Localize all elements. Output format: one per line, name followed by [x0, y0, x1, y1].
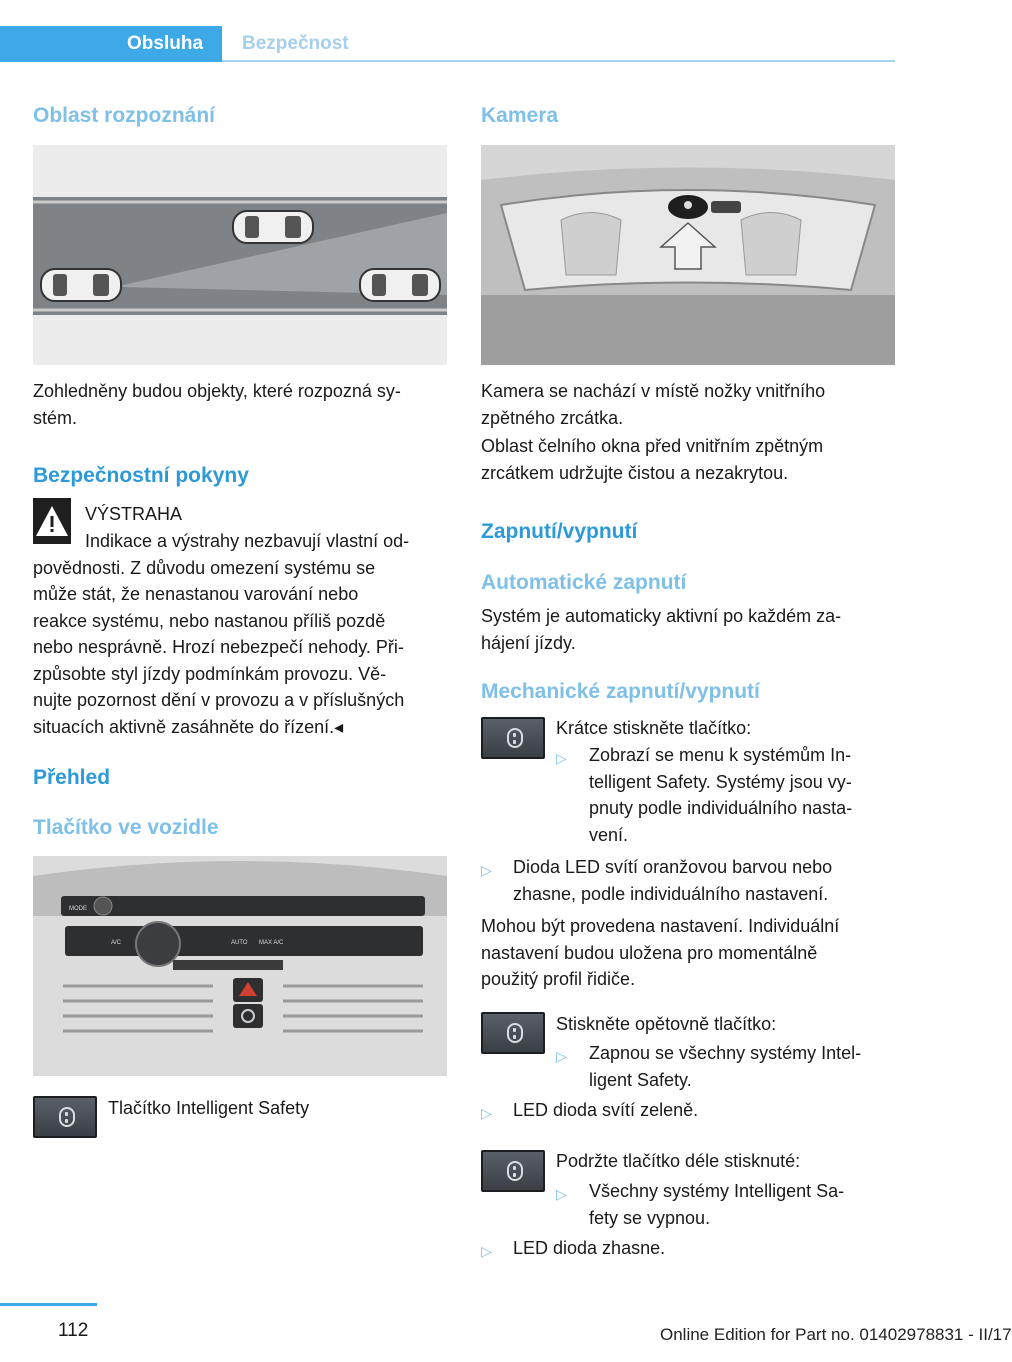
result-line: fety se vypnou.	[589, 1207, 711, 1228]
result-line: ligent Safety.	[589, 1069, 692, 1090]
heading-bezpecnostni-pokyny: Bezpečnostní pokyny	[33, 464, 249, 487]
result-line: telligent Safety. Systémy jsou vy‐	[589, 771, 852, 792]
led-green-text: LED dioda svítí zeleně.	[513, 1100, 699, 1120]
center-console-figure	[33, 856, 447, 1076]
button-caption: Tlačítko Intelligent Safety	[108, 1098, 310, 1118]
intelligent-safety-button-icon	[481, 1150, 545, 1192]
car-front-icon	[233, 211, 313, 243]
svg-text:MAX A/C: MAX A/C	[259, 940, 284, 946]
intelligent-safety-button-icon	[33, 1096, 97, 1138]
press-again-text: Stiskněte opětovně tlačítko:	[556, 1014, 777, 1034]
header-tabs	[0, 26, 895, 62]
heading-automaticke-zapnuti: Automatické zapnutí	[481, 571, 687, 594]
warning-line: povědnosti. Z důvodu omezení systému se	[33, 557, 376, 578]
heading-zapnuti-vypnuti: Zapnutí/vypnutí	[481, 520, 638, 543]
ind-line: Mohou být provedena nastavení. Individuální	[481, 916, 840, 936]
ind-line: použitý profil řidiče.	[481, 969, 636, 989]
okno-text	[481, 433, 901, 486]
heading-prehled: Přehled	[33, 766, 111, 789]
individual-settings-text	[481, 913, 901, 993]
heading-kamera: Kamera	[481, 104, 559, 127]
svg-text:A/C: A/C	[111, 940, 122, 946]
result-line: Všechny systémy Intelligent Sa‐	[589, 1181, 845, 1201]
okno-line: zrcátkem udržujte čistou a nezakrytou.	[481, 462, 789, 483]
okno-line: Oblast čelního okna před vnitřním zpětným	[481, 436, 824, 456]
led-line: zhasne, podle individuálního nastavení.	[513, 883, 829, 904]
press-hold-result	[589, 1178, 899, 1231]
page-number: 112	[58, 1320, 89, 1341]
bullet-icon: ▷	[556, 1186, 567, 1202]
edition-note: Online Edition for Part no. 01402978831 - II/17	[660, 1325, 1012, 1344]
press-short-result	[589, 742, 899, 848]
auto-text	[481, 603, 901, 656]
oblast-text: Zohledněny budou objekty, které rozpozná sy‐ stém.	[33, 381, 401, 428]
svg-text:AUTO: AUTO	[231, 940, 248, 946]
ind-line: nastavení budou uložena pro momentálně	[481, 942, 818, 963]
kamera-line: zpětného zrcátka.	[481, 407, 624, 428]
header-divider	[222, 60, 895, 62]
result-line: vení.	[589, 824, 629, 845]
warning-line: nujte pozornost dění v provozu a v příslušných	[33, 690, 405, 710]
warning-line: nebo nesprávně. Hrozí nebezpečí nehody. Při‐	[33, 637, 404, 657]
heading-oblast-rozpoznani: Oblast rozpoznání	[33, 104, 216, 127]
bullet-icon: ▷	[481, 1105, 492, 1121]
kamera-text	[481, 378, 901, 431]
tab-obsluha[interactable]: Obsluha	[0, 26, 222, 62]
warning-line: Indikace a výstrahy nezbavují vlastní od‐	[85, 531, 410, 551]
led-line: Dioda LED svítí oranžovou barvou nebo	[513, 857, 833, 877]
auto-line: Systém je automaticky aktivní po každém za‐	[481, 606, 842, 626]
warning-title: VÝSTRAHA	[85, 504, 183, 524]
intelligent-safety-button-icon	[481, 717, 545, 759]
result-line: Zobrazí se menu k systémům In‐	[589, 745, 852, 765]
press-again-result	[589, 1040, 899, 1093]
car-left-icon	[41, 269, 121, 301]
footer-divider	[0, 1303, 97, 1306]
warning-line: reakce systému, nebo nastanou příliš pozdě	[33, 610, 386, 631]
warning-text	[33, 528, 463, 740]
intelligent-safety-button-icon	[481, 1012, 545, 1054]
press-hold-text: Podržte tlačítko déle stisknuté:	[556, 1151, 801, 1171]
bullet-icon: ▷	[481, 862, 492, 878]
warning-line: způsobte styl jízdy podmínkám provozu. Vě‐	[33, 663, 387, 684]
heading-tlacitko-ve-vozidle: Tlačítko ve vozidle	[33, 816, 219, 839]
bullet-icon: ▷	[481, 1243, 492, 1259]
car-ego-icon	[360, 269, 440, 301]
kamera-line: Kamera se nachází v místě nožky vnitřního	[481, 381, 826, 401]
warning-line: situacích aktivně zasáhněte do řízení.◂	[33, 716, 344, 737]
bullet-icon: ▷	[556, 750, 567, 766]
detection-area-figure	[33, 145, 447, 365]
tab-bezpecnost[interactable]: Bezpečnost	[242, 33, 349, 54]
result-line: Zapnou se všechny systémy Intel‐	[589, 1043, 862, 1063]
bullet-icon: ▷	[556, 1048, 567, 1064]
camera-figure	[481, 145, 895, 365]
led-orange-text	[513, 854, 903, 907]
heading-mechanicke-zapnuti: Mechanické zapnutí/vypnutí	[481, 680, 760, 703]
auto-line: hájení jízdy.	[481, 632, 576, 653]
result-line: pnuty podle individuálního nasta‐	[589, 798, 853, 818]
warning-line: může stát, že nenastanou varování nebo	[33, 584, 359, 604]
press-short-text: Krátce stiskněte tlačítko:	[556, 718, 752, 738]
led-off-text: LED dioda zhasne.	[513, 1238, 666, 1258]
svg-text:MODE: MODE	[69, 906, 87, 912]
